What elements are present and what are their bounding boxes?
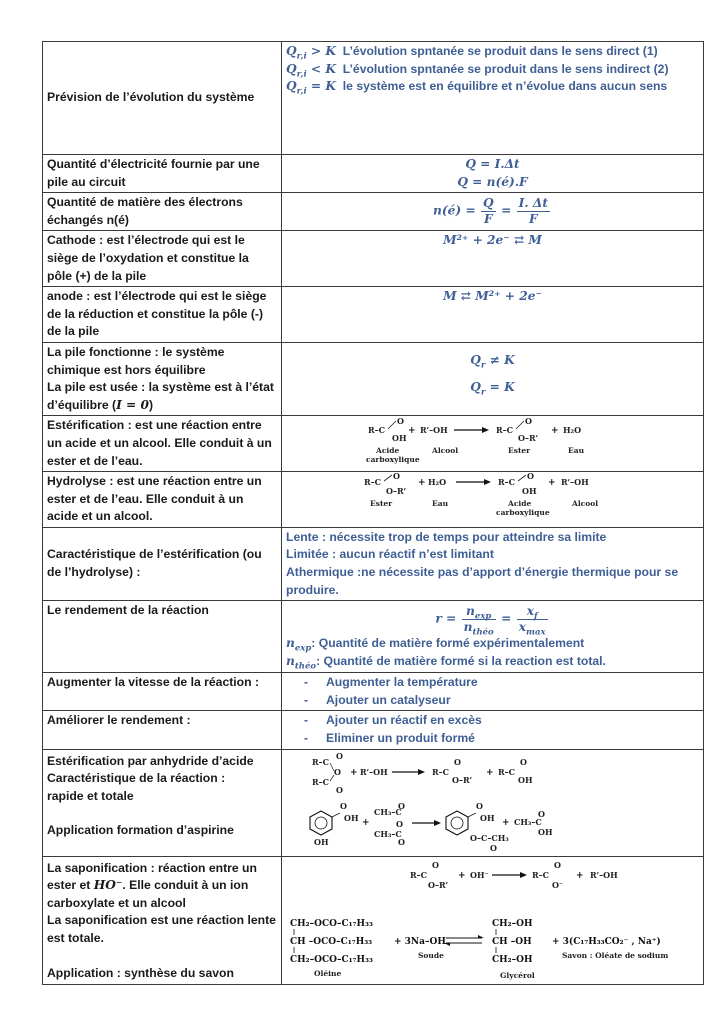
math-sub: r,i (296, 69, 307, 80)
label-text: La saponification est une réaction lente est totale. (47, 913, 276, 945)
summary-table-sheet (42, 41, 704, 985)
hydroxyl: OH (480, 812, 495, 823)
row-content (282, 673, 704, 711)
denominator (462, 620, 496, 638)
table-row (43, 342, 704, 415)
alcohol-label: Alcool (572, 499, 599, 509)
soap-formula: + 3(C₁₇H₃₃CO₂⁻ , Na⁺) (552, 936, 661, 947)
label-text: ) (148, 397, 154, 412)
list-item-text: Ajouter un réactif en excès (326, 713, 482, 728)
math: = (501, 611, 512, 626)
oxygen: O (554, 859, 561, 870)
math: Q (286, 61, 297, 76)
label-text: Estérification : est une réaction entre un acide et un alcool. Elle conduit à un ester et de l’eau. (47, 418, 272, 468)
row-label (43, 711, 282, 749)
benzene-ring (310, 811, 332, 835)
oxygen: O (527, 473, 534, 482)
label-text: Prévision de l’évolution du système (47, 90, 255, 105)
hydroxyl: OH (392, 433, 407, 444)
carboxylate-oxygen: O⁻ (552, 879, 564, 890)
math-sub: exp (294, 643, 312, 654)
bullet-dash: - (303, 675, 309, 690)
oxygen: O (476, 800, 483, 811)
plus-sign: + (502, 817, 510, 828)
label-text: Hydrolyse : est une réaction entre un ester et de l’eau. Elle conduit à un acide et un alcool. (47, 474, 262, 524)
hydroxide-ion: OH⁻ (470, 869, 489, 880)
condition-line (286, 43, 699, 61)
plus-sign: + (458, 870, 466, 881)
row-label (43, 527, 282, 600)
row-label (43, 155, 282, 193)
bullet-dash: - (303, 713, 309, 728)
glycerol-line: CH₂–OH (492, 954, 533, 965)
condition-line (286, 78, 699, 96)
label-text: Application formation d’aspirine (47, 823, 234, 838)
arrow-head (520, 872, 527, 878)
label-text: Caractéristique de la réaction : (47, 771, 226, 786)
oxygen: O (340, 800, 347, 811)
soap-label: Savon : Oléate de sodium (562, 950, 669, 960)
hydroxyl: OH (518, 774, 533, 785)
label-text: Augmenter la vitesse de la réaction : (47, 675, 260, 690)
label-text: Estérification par anhydride d’acide (47, 753, 254, 768)
label-text: rapide et totale (47, 788, 134, 803)
definition-text: : Quantité de matière formé expérimentalement (311, 636, 585, 651)
anhydride-scheme (286, 751, 710, 855)
plus-sign: + (551, 426, 559, 437)
formula (286, 352, 699, 370)
math: Q (286, 79, 297, 94)
math: I = 0 (116, 397, 149, 412)
list-item (286, 712, 699, 730)
acid-label: Acide (508, 499, 532, 509)
plus-sign: + (418, 478, 426, 489)
bullet-dash: - (303, 692, 309, 707)
ester-group: O–R’ (518, 433, 539, 444)
alcohol-formula: R’–OH (420, 425, 448, 436)
ester-label: Ester (370, 499, 393, 509)
alcohol-label: Alcool (432, 446, 459, 456)
table-row (43, 193, 704, 231)
table-row (43, 472, 704, 528)
condition-text: L’évolution spntanée se produit dans le sens indirect (2) (342, 61, 669, 76)
table-row (43, 711, 704, 749)
label-text: Quantité d’électricité fournie par une pile au circuit (47, 157, 260, 189)
oxygen: O (336, 750, 343, 761)
formula: Q = n(é).F (457, 174, 528, 189)
fraction (462, 604, 496, 638)
math: > K (306, 44, 336, 58)
math-sub: r (480, 360, 486, 371)
math-sub: r (480, 386, 486, 397)
definition-text: : Quantité de matière formé si la reaction est total. (316, 653, 606, 668)
alcohol-formula: R’–OH (360, 766, 388, 777)
arrow-head (434, 820, 441, 826)
oxygen: O (432, 859, 439, 870)
plus-sign: + (548, 478, 556, 489)
row-content (282, 527, 704, 600)
math: Q (470, 379, 481, 394)
acetyl-group: O–C–CH₃ (470, 832, 509, 843)
ester-formula: R–C (432, 766, 450, 777)
numerator (462, 604, 496, 620)
row-content (282, 856, 704, 984)
hydrolysis-scheme (286, 473, 710, 523)
anhydride-formula: CH₃–C (374, 828, 402, 839)
oxygen: O (393, 473, 400, 482)
math: n (463, 620, 473, 635)
label-text: Cathode : est l’électrode qui est le siège de l’oxydation et constitue la pôle (+) de la pile (47, 233, 249, 283)
row-content (282, 155, 704, 193)
acid-label: carboxylique (496, 508, 550, 518)
math: < K (306, 61, 336, 76)
table-row (43, 673, 704, 711)
row-content (282, 231, 704, 287)
fraction (481, 196, 496, 227)
formula: M²⁺ + 2e⁻ ⇄ M (443, 233, 542, 248)
phenol-hydroxyl: OH (314, 836, 329, 847)
carboxylate-formula: R–C (532, 869, 550, 880)
math: Q (286, 44, 297, 58)
label-text: . Elle conduit à un ion carboxylate et un alcool (47, 878, 249, 910)
numerator: I. Δt (518, 196, 548, 211)
row-label (43, 673, 282, 711)
math: Q (470, 352, 481, 367)
water-label: Eau (432, 499, 449, 509)
oxygen: O (490, 842, 497, 853)
label-text: La pile est usée : la système est à l’état d’équilibre ( (47, 380, 274, 412)
definition-line (286, 635, 699, 653)
list-item-text: Eliminer un produit formé (326, 731, 475, 746)
oxygen: O (336, 784, 343, 795)
oxygen: O (454, 756, 461, 767)
ester-group: O–R’ (428, 879, 449, 890)
math-sub: r,i (296, 86, 307, 97)
formula: Q = I.Δt (465, 157, 520, 171)
math-sub: théo (472, 627, 494, 638)
oleine-label: Oléine (314, 968, 342, 978)
glycerol-label: Glycérol (500, 970, 535, 980)
math: HO⁻ (93, 878, 123, 893)
math: = (501, 204, 512, 218)
oxygen: O (398, 836, 405, 847)
row-content (282, 749, 704, 856)
plus-sign: + (486, 767, 494, 778)
math: n (286, 653, 295, 668)
row-label (43, 231, 282, 287)
row-label (43, 287, 282, 343)
row-label (43, 42, 282, 155)
water-label: Eau (568, 446, 585, 456)
arrow-head (418, 769, 425, 775)
list-item-text: Ajouter un catalyseur (326, 692, 451, 707)
summary-table (42, 41, 704, 985)
acid-label: carboxylique (366, 455, 420, 465)
oxygen: O (334, 766, 341, 777)
oleine-line: CH₂–OCO–C₁₇H₃₃ (290, 954, 373, 965)
math: ≠ K (485, 352, 515, 367)
esterification-scheme (286, 417, 710, 467)
acid-formula: R–C (498, 477, 516, 488)
plus-sign: + (350, 767, 358, 778)
hydroxyl: OH (522, 486, 537, 497)
glycerol-line: CH –OH (492, 936, 532, 947)
math: x (518, 620, 527, 635)
oxygen: O (398, 800, 405, 811)
row-content (282, 342, 704, 415)
water-formula: H₂O (428, 477, 447, 488)
glycerol-line: CH₂–OH (492, 918, 533, 929)
row-label (43, 856, 282, 984)
ester-group: O–R’ (452, 774, 473, 785)
soude-label: Soude (418, 950, 444, 960)
plus-sign: + (576, 870, 584, 881)
label-text (47, 860, 277, 913)
table-row (43, 856, 704, 984)
row-content (282, 711, 704, 749)
math: x (526, 604, 534, 619)
denominator: F (484, 212, 493, 227)
label-text (47, 379, 277, 414)
property-line: Athermique :ne nécessite pas d’apport d’énergie thermique pour se produire. (286, 565, 679, 597)
row-content (282, 193, 704, 231)
ester-label: Ester (508, 446, 531, 456)
row-content (282, 42, 704, 155)
anhydride-formula: R–C (312, 776, 330, 787)
condition-text: L’évolution spntanée se produit dans le sens direct (1) (342, 44, 658, 58)
acetic-acid-formula: CH₃–C (514, 816, 542, 827)
math: r = (435, 611, 457, 626)
math-sub: max (526, 627, 546, 638)
oxygen: O (538, 808, 545, 819)
label-text: Application : synthèse du savon (47, 965, 234, 980)
alcohol-formula: R’–OH (561, 477, 589, 488)
arrow-head (482, 427, 489, 433)
fraction (517, 604, 548, 638)
oleine-line: CH₂–OCO–C₁₇H₃₃ (290, 918, 373, 929)
numerator (517, 604, 548, 620)
oxygen: O (396, 818, 403, 829)
row-content (282, 472, 704, 528)
acid-formula: R–C (368, 425, 386, 436)
table-row (43, 601, 704, 673)
row-label (43, 193, 282, 231)
math: = K (485, 379, 515, 394)
row-content (282, 287, 704, 343)
anhydride-formula: CH₃–C (374, 806, 402, 817)
acid-formula: R–C (498, 766, 516, 777)
table-row (43, 749, 704, 856)
label-text: La pile fonctionne : le système chimique est hors équilibre (47, 344, 225, 377)
table-row (43, 527, 704, 600)
ester-formula: R–C (364, 477, 382, 488)
formula: M ⇄ M²⁺ + 2e⁻ (443, 289, 542, 304)
acid-label: Acide (376, 446, 400, 456)
oxygen: O (525, 417, 532, 427)
math-sub: r,i (296, 51, 307, 62)
label-text: La saponification : réaction entre un ester et (47, 860, 257, 893)
fraction (517, 196, 550, 227)
sodium-hydroxide: + 3Na–OH (394, 936, 446, 947)
yield-formula (286, 604, 699, 638)
math: = K (306, 79, 336, 94)
math: n(é) = (433, 204, 476, 218)
oleine-line: CH –OCO–C₁₇H₃₃ (290, 936, 373, 947)
table-row (43, 287, 704, 343)
row-label (43, 342, 282, 415)
label-text: Améliorer le rendement : (47, 713, 191, 728)
list-item (286, 674, 699, 692)
property-line: Limitée : aucun réactif n’est limitant (286, 547, 494, 562)
condition-line (286, 61, 699, 79)
list-item (286, 692, 699, 710)
plus-sign: + (362, 817, 370, 828)
table-row (43, 231, 704, 287)
math: n (286, 636, 295, 651)
saponification-scheme (286, 858, 710, 982)
oxygen: O (520, 756, 527, 767)
plus-sign: + (408, 426, 416, 437)
water-formula: H₂O (563, 425, 582, 436)
row-label (43, 416, 282, 472)
row-content (282, 601, 704, 673)
numerator: Q (483, 196, 494, 211)
benzene-ring (446, 811, 468, 835)
ester-group: O–R’ (386, 486, 407, 497)
ester-formula: R–C (410, 869, 428, 880)
definition-line (286, 653, 699, 671)
list-item (286, 730, 699, 748)
anhydride-formula: R–C (312, 756, 330, 767)
property-line: Lente : nécessite trop de temps pour atteindre sa limite (286, 529, 607, 544)
label-text: Quantité de matière des électrons échangés n(é) (47, 195, 243, 227)
hydroxyl: OH (344, 812, 359, 823)
list-item-text: Augmenter la température (326, 675, 478, 690)
alcohol-formula: R’–OH (590, 869, 618, 880)
math-sub: f (533, 611, 538, 622)
row-label (43, 601, 282, 673)
bullet-dash: - (303, 731, 309, 746)
denominator: F (528, 212, 538, 227)
row-label (43, 472, 282, 528)
denominator (517, 620, 548, 638)
row-label (43, 749, 282, 856)
formula (286, 379, 699, 397)
table-row (43, 42, 704, 155)
arrow-head (484, 479, 491, 485)
math-sub: théo (294, 661, 317, 672)
math: n (466, 604, 475, 619)
row-content (282, 416, 704, 472)
label-text: anode : est l’électrode qui est le siège de la réduction et constitue la pôle (-) de la pile (47, 289, 267, 339)
ester-formula: R–C (496, 425, 514, 436)
math-sub: exp (474, 611, 492, 622)
table-row (43, 416, 704, 472)
label-text: Caractéristique de l’estérification (ou de l’hydrolyse) : (47, 547, 262, 580)
oxygen: O (397, 417, 404, 427)
hydroxyl: OH (538, 826, 553, 837)
table-row (43, 155, 704, 193)
label-text: Le rendement de la réaction (47, 603, 209, 618)
condition-text: le système est en équilibre et n’évolue dans aucun sens (342, 79, 668, 94)
